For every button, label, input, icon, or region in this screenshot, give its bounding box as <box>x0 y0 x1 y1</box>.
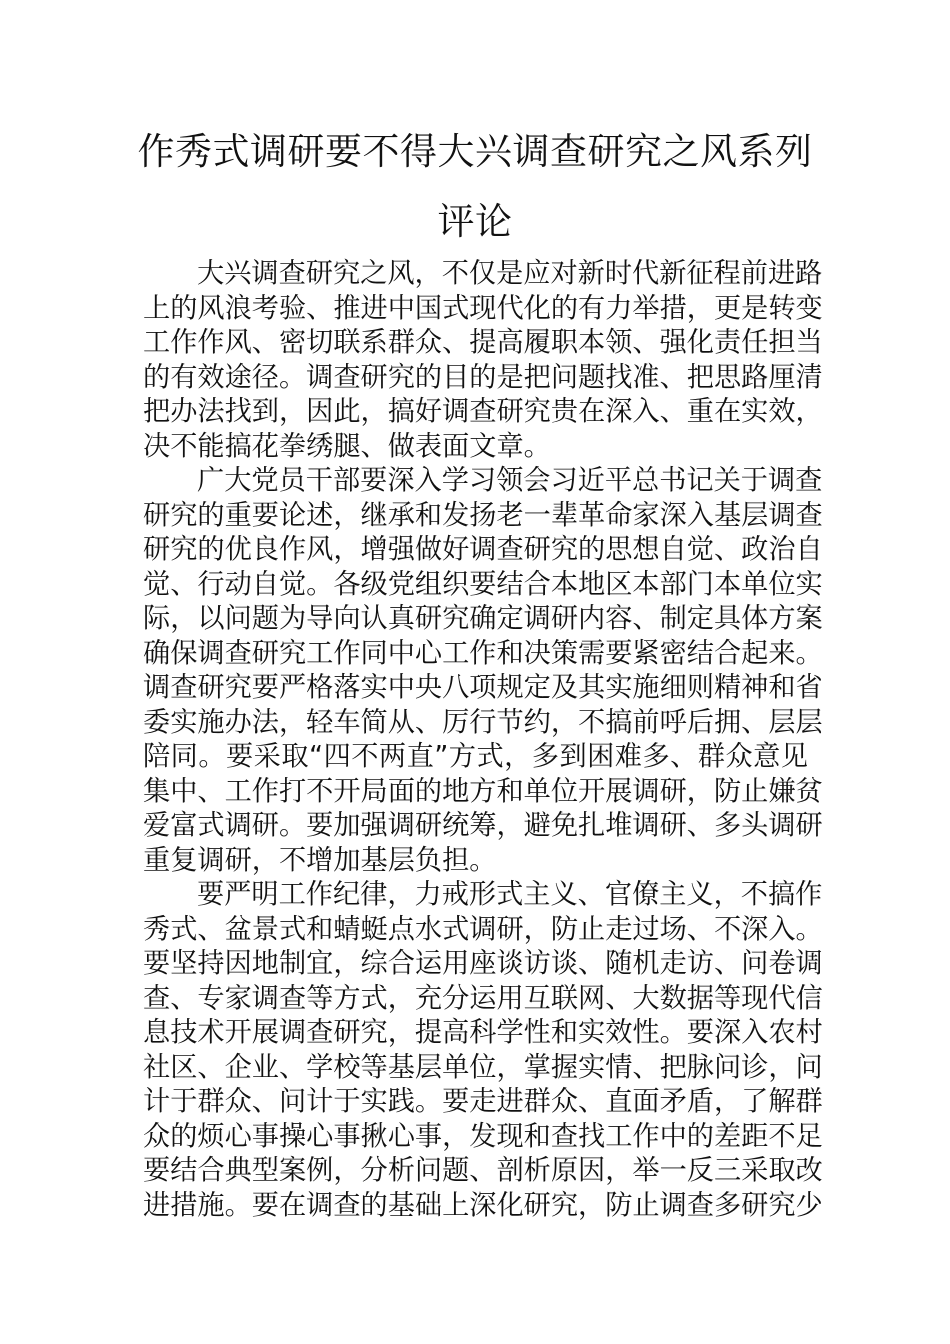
paragraph-1-line-3: 工作作风、密切联系群众、提高履职本领、强化责任担当 <box>143 327 823 358</box>
paragraph-2-line-12: 重复调研，不增加基层负担。 <box>143 845 497 876</box>
paragraph-2-line-5: 际，以问题为导向认真研究确定调研内容、制定具体方案 <box>143 603 823 634</box>
paragraph-1-line-5: 把办法找到，因此，搞好调查研究贵在深入、重在实效， <box>143 396 823 427</box>
paragraph-2-line-4: 觉、行动自觉。各级党组织要结合本地区本部门本单位实 <box>143 569 823 600</box>
paragraph-2-line-9: 陪同。要采取“四不两直”方式，多到困难多、群众意见 <box>143 741 808 772</box>
paragraph-3-line-9: 要结合典型案例，分析问题、剖析原因，举一反三采取改 <box>143 1155 823 1186</box>
paragraph-2-line-11: 爱富式调研。要加强调研统筹，避免扎堆调研、多头调研 <box>143 810 823 841</box>
paragraph-3-line-5: 息技术开展调查研究，提高科学性和实效性。要深入农村 <box>143 1017 823 1048</box>
paragraph-3-line-8: 众的烦心事操心事揪心事，发现和查找工作中的差距不足 <box>143 1121 823 1152</box>
paragraph-2-line-7: 调查研究要严格落实中央八项规定及其实施细则精神和省 <box>143 672 823 703</box>
paragraph-1-line-1: 大兴调查研究之风，不仅是应对新时代新征程前进路 <box>197 258 823 289</box>
paragraph-3-line-7: 计于群众、问计于实践。要走进群众、直面矛盾，了解群 <box>143 1086 823 1117</box>
document-title-line-2: 评论 <box>437 200 513 243</box>
paragraph-2-line-10: 集中、工作打不开局面的地方和单位开展调研，防止嫌贫 <box>143 776 823 807</box>
paragraph-1-line-2: 上的风浪考验、推进中国式现代化的有力举措，更是转变 <box>143 293 823 324</box>
paragraph-3-line-4: 查、专家调查等方式，充分运用互联网、大数据等现代信 <box>143 983 823 1014</box>
paragraph-2-line-1: 广大党员干部要深入学习领会习近平总书记关于调查 <box>197 465 823 496</box>
paragraph-3-line-3: 要坚持因地制宜，综合运用座谈访谈、随机走访、问卷调 <box>143 948 823 979</box>
paragraph-3-line-2: 秀式、盆景式和蜻蜓点水式调研，防止走过场、不深入。 <box>143 914 823 945</box>
paragraph-2-line-6: 确保调查研究工作同中心工作和决策需要紧密结合起来。 <box>143 638 823 669</box>
paragraph-2-line-8: 委实施办法，轻车简从、厉行节约，不搞前呼后拥、层层 <box>143 707 823 738</box>
paragraph-3-line-10: 进措施。要在调查的基础上深化研究，防止调查多研究少 <box>143 1190 823 1221</box>
paragraph-3-line-6: 社区、企业、学校等基层单位，掌握实情、把脉问诊，问 <box>143 1052 823 1083</box>
paragraph-1-line-4: 的有效途径。调查研究的目的是把问题找准、把思路厘清 <box>143 362 823 393</box>
paragraph-1-line-6: 决不能搞花拳绣腿、做表面文章。 <box>143 431 551 462</box>
paragraph-2-line-2: 研究的重要论述，继承和发扬老一辈革命家深入基层调查 <box>143 500 823 531</box>
paragraph-3-line-1: 要严明工作纪律，力戒形式主义、官僚主义，不搞作 <box>197 879 823 910</box>
document-title-line-1: 作秀式调研要不得大兴调查研究之风系列 <box>137 130 813 173</box>
paragraph-2-line-3: 研究的优良作风，增强做好调查研究的思想自觉、政治自 <box>143 534 823 565</box>
